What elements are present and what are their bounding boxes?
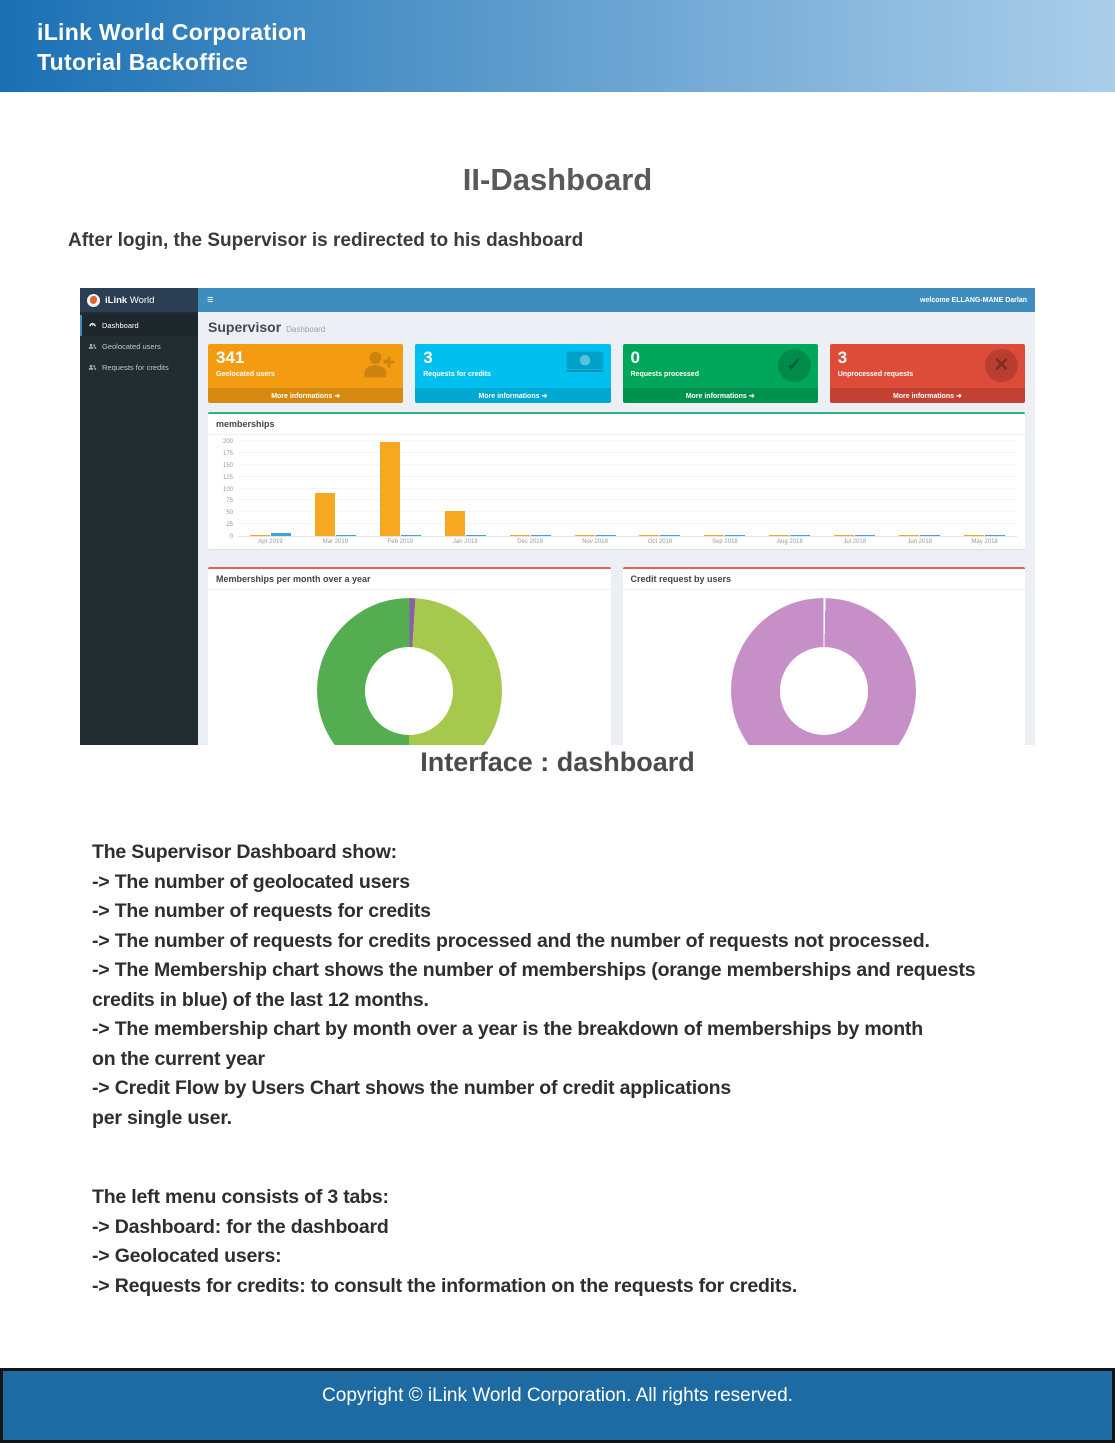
gauge-icon	[88, 321, 97, 330]
more-informations-link[interactable]: More informations ➜	[623, 388, 818, 403]
header-title: iLink World Corporation	[37, 19, 307, 45]
doc-line: -> The membership chart by month over a year is the breakdown of memberships by month	[92, 1018, 923, 1040]
sidebar	[80, 312, 198, 745]
donut-panels	[208, 558, 1025, 745]
y-tick-label: 75	[226, 498, 233, 505]
x-circle-icon: ✕	[985, 349, 1018, 382]
bar-group	[498, 535, 563, 537]
dashboard-topbar	[80, 288, 1035, 312]
memberships-bar	[575, 535, 595, 537]
gridline	[238, 476, 1017, 477]
doc-line: The left menu consists of 3 tabs:	[92, 1186, 389, 1208]
app-logo[interactable]	[80, 288, 198, 312]
doc-line: per single user.	[92, 1106, 232, 1129]
x-tick-label: Jul 2018	[843, 539, 867, 545]
x-tick-label: Feb 2019	[387, 539, 413, 545]
users-icon	[88, 342, 97, 351]
dashboard-screenshot	[80, 288, 1035, 745]
doc-line: -> The number of requests for credits	[92, 900, 431, 922]
memberships-donut-title: Memberships per month over a year	[208, 569, 611, 590]
more-informations-link[interactable]: More informations ➜	[208, 388, 403, 403]
x-tick-label: Sep 2018	[712, 539, 738, 545]
memberships-bar	[445, 511, 465, 536]
content-heading	[208, 319, 1025, 337]
sidebar-item-geolocated-users[interactable]	[80, 336, 198, 357]
credit-donut-panel	[623, 567, 1026, 745]
bar-group	[303, 493, 368, 536]
y-tick-label: 25	[226, 522, 233, 529]
dashboard-content	[198, 312, 1035, 745]
doc-line: The Supervisor Dashboard show:	[92, 841, 397, 863]
memberships-bar	[315, 493, 335, 536]
memberships-bar	[510, 535, 530, 537]
requests-credits-bar	[596, 535, 616, 537]
memberships-bar	[250, 535, 270, 537]
memberships-title: memberships	[208, 414, 1025, 435]
doc-line: -> The Membership chart shows the number of memberships (orange memberships and requests	[92, 959, 976, 981]
stat-card-requests-processed	[623, 344, 818, 403]
dashboard-navbar	[198, 288, 1035, 312]
sidebar-item-label: Requests for credits	[102, 363, 169, 372]
sidebar-item-label: Dashboard	[102, 321, 139, 330]
x-tick-label: Jan 2019	[452, 539, 478, 545]
memberships-bar	[769, 535, 789, 537]
user-plus-icon	[362, 349, 396, 384]
footer-text: Copyright © iLink World Corporation. All rights reserved.	[322, 1385, 793, 1406]
x-tick-label: Nov 2018	[582, 539, 608, 545]
y-axis	[214, 439, 238, 540]
gridline	[238, 452, 1017, 453]
requests-credits-bar	[920, 535, 940, 537]
screenshot-caption: Interface : dashboard	[420, 747, 695, 777]
bar-group	[952, 535, 1017, 537]
x-tick-label: Apr 2019	[258, 539, 283, 545]
y-tick-label: 50	[226, 510, 233, 517]
sidebar-item-requests-for-credits[interactable]	[80, 357, 198, 378]
header-subtitle: Tutorial Backoffice	[37, 49, 249, 75]
bar-group	[887, 535, 952, 537]
x-tick-label: May 2018	[971, 539, 998, 545]
intro-text: After login, the Supervisor is redirected to his dashboard	[68, 230, 584, 251]
users-icon	[88, 363, 97, 372]
memberships-bar	[704, 535, 724, 537]
stat-value: 3	[423, 348, 433, 367]
brand-text: iLink World	[105, 294, 155, 306]
content-subtitle: Dashboard	[286, 325, 326, 334]
gridline	[238, 488, 1017, 489]
memberships-chart	[208, 435, 1025, 549]
requests-credits-bar	[660, 535, 680, 537]
doc-line: -> Credit Flow by Users Chart shows the number of credit applications	[92, 1077, 732, 1099]
bar-group	[628, 535, 693, 537]
bar-group	[692, 535, 757, 537]
y-tick-label: 0	[229, 534, 233, 540]
body-text	[92, 838, 1057, 1301]
sidebar-item-label: Geolocated users	[102, 342, 161, 351]
hamburger-icon[interactable]: ≡	[207, 293, 214, 306]
memberships-donut-chart	[317, 598, 502, 745]
doc-line: on the current year	[92, 1047, 265, 1070]
requests-credits-bar	[790, 535, 810, 537]
page-header	[0, 0, 1115, 92]
y-tick-label: 150	[222, 462, 233, 469]
paragraph-gap	[92, 1133, 1057, 1183]
memberships-donut-panel	[208, 567, 611, 745]
doc-line: credits in blue) of the last 12 months.	[92, 988, 429, 1011]
doc-line: -> The number of geolocated users	[92, 870, 410, 893]
money-icon	[566, 349, 604, 378]
x-axis	[238, 539, 1017, 545]
y-tick-label: 125	[222, 474, 233, 481]
stat-value: 341	[216, 348, 245, 367]
requests-credits-bar	[336, 535, 356, 537]
stat-cards	[208, 344, 1025, 403]
memberships-plot	[238, 442, 1017, 537]
y-tick-label: 200	[222, 439, 233, 445]
donut-hole	[780, 647, 868, 735]
memberships-bar	[834, 535, 854, 537]
stat-card-unprocessed-requests	[830, 344, 1025, 403]
memberships-bar	[964, 535, 984, 537]
stat-label: Unprocessed requests	[837, 371, 914, 378]
doc-line: -> Requests for credits: to consult the information on the requests for credits.	[92, 1274, 798, 1297]
bar-group	[822, 535, 887, 537]
x-tick-label: Mar 2019	[322, 539, 349, 545]
donut-hole	[365, 647, 453, 735]
credit-donut-chart	[731, 598, 916, 745]
y-tick-label: 100	[222, 486, 233, 493]
bar-group	[757, 535, 822, 537]
doc-line: -> The number of requests for credits processed and the number of requests not processed.	[92, 929, 930, 952]
x-tick-label: Jun 2018	[907, 539, 933, 545]
stat-label: Geolocated users	[216, 371, 275, 378]
stat-value: 0	[630, 348, 640, 367]
requests-credits-bar	[725, 535, 745, 537]
x-tick-label: Aug 2018	[776, 539, 803, 545]
gridline	[238, 464, 1017, 465]
doc-line: -> Dashboard: for the dashboard	[92, 1215, 389, 1238]
check-circle-icon: ✓	[778, 349, 811, 382]
stat-label: Requests for credits	[423, 371, 491, 378]
globe-icon	[87, 294, 100, 307]
bar-group	[563, 535, 628, 537]
requests-credits-bar	[531, 535, 551, 537]
bar-group	[368, 442, 433, 536]
requests-credits-bar	[401, 535, 421, 537]
memberships-bar	[639, 535, 659, 537]
y-tick-label: 175	[222, 450, 233, 457]
bar-group	[238, 533, 303, 536]
page-footer	[0, 1368, 1115, 1443]
credit-donut-title: Credit request by users	[623, 569, 1026, 590]
welcome-text[interactable]: welcome ELLANG-MANE Darlan	[920, 296, 1027, 304]
requests-credits-bar	[855, 535, 875, 537]
page-title: II-Dashboard	[462, 162, 653, 197]
requests-credits-bar	[985, 535, 1005, 537]
memberships-bar	[899, 535, 919, 537]
x-tick-label: Dec 2018	[517, 539, 543, 545]
memberships-bar	[380, 442, 400, 536]
stat-value: 3	[837, 348, 848, 367]
sidebar-item-dashboard[interactable]	[80, 315, 198, 336]
memberships-panel	[208, 412, 1025, 549]
stat-card-requests-for-credits	[415, 344, 610, 403]
more-informations-link[interactable]: More informations ➜	[830, 388, 1025, 403]
stat-label: Requests processed	[630, 371, 699, 378]
requests-credits-bar	[271, 533, 291, 536]
gridline	[238, 440, 1017, 441]
bar-group	[433, 511, 498, 536]
x-tick-label: Oct 2018	[647, 539, 673, 545]
doc-line: -> Geolocated users:	[92, 1245, 282, 1267]
more-informations-link[interactable]: More informations ➜	[415, 388, 610, 403]
requests-credits-bar	[466, 535, 486, 537]
stat-card-geolocated-users	[208, 344, 403, 403]
content-title: Supervisor	[208, 319, 282, 335]
